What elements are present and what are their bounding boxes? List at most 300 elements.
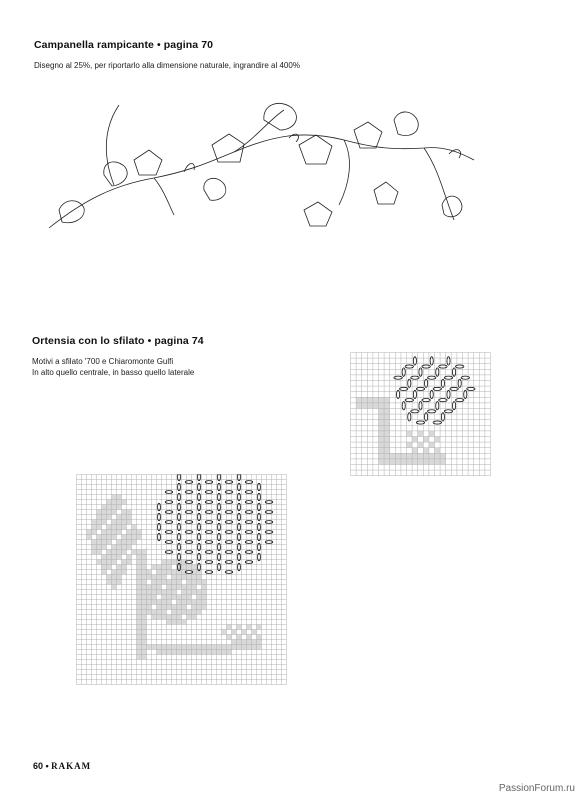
filled-cell <box>152 585 157 590</box>
filled-cell <box>423 459 429 465</box>
filled-cell <box>187 580 192 585</box>
filled-cell <box>257 625 262 630</box>
filled-cell <box>227 635 232 640</box>
filled-cell <box>112 525 117 530</box>
filled-cell <box>172 620 177 625</box>
filled-cell <box>237 625 242 630</box>
filled-cell <box>379 414 385 420</box>
filled-cell <box>187 595 192 600</box>
filled-cell <box>257 645 262 650</box>
filled-cell <box>429 431 435 437</box>
filled-cell <box>147 605 152 610</box>
filled-cell <box>182 595 187 600</box>
filled-cell <box>187 590 192 595</box>
filled-cell <box>177 570 182 575</box>
filled-cell <box>440 453 446 459</box>
filled-cell <box>137 555 142 560</box>
filled-cell <box>379 403 385 409</box>
filled-cell <box>147 585 152 590</box>
filled-cell <box>102 555 107 560</box>
filled-cell <box>227 650 232 655</box>
filled-cell <box>127 520 132 525</box>
filled-cell <box>434 459 440 465</box>
filled-cell <box>112 585 117 590</box>
filled-cell <box>107 560 112 565</box>
filled-cell <box>162 610 167 615</box>
filled-cell <box>112 550 117 555</box>
filled-cell <box>107 565 112 570</box>
filled-cell <box>92 530 97 535</box>
filled-cell <box>107 575 112 580</box>
filled-cell <box>362 397 368 403</box>
filled-cell <box>102 560 107 565</box>
filled-cell <box>152 565 157 570</box>
filled-cell <box>117 540 122 545</box>
section-description-campanella: Disegno al 25%, per riportarlo alla dimensione naturale, ingrandire al 400% <box>34 61 300 70</box>
filled-cell <box>97 545 102 550</box>
filled-cell <box>162 590 167 595</box>
filled-cell <box>122 565 127 570</box>
filled-cell <box>167 585 172 590</box>
filled-cell <box>373 397 379 403</box>
filled-cell <box>172 585 177 590</box>
filled-cell <box>187 585 192 590</box>
filled-cell <box>137 560 142 565</box>
filled-cell <box>222 645 227 650</box>
filled-cell <box>187 600 192 605</box>
description-line-1: Motivi a sfilato '700 e Chiaromonte Gulfi <box>32 357 174 366</box>
filled-cell <box>92 545 97 550</box>
filled-cell <box>167 595 172 600</box>
filled-cell <box>172 575 177 580</box>
filled-cell <box>152 580 157 585</box>
filled-cell <box>117 520 122 525</box>
filled-cell <box>92 540 97 545</box>
filled-cell <box>440 459 446 465</box>
filled-cell <box>202 595 207 600</box>
filled-cell <box>107 515 112 520</box>
filled-cell <box>247 640 252 645</box>
filled-cell <box>152 595 157 600</box>
filled-cell <box>92 550 97 555</box>
filled-cell <box>137 530 142 535</box>
filled-cell <box>117 575 122 580</box>
filled-cell <box>202 650 207 655</box>
filled-cell <box>167 605 172 610</box>
filled-cell <box>112 530 117 535</box>
filled-cell <box>112 520 117 525</box>
filled-cell <box>384 414 390 420</box>
filled-cell <box>162 615 167 620</box>
section-title-campanella: Campanella rampicante • pagina 70 <box>34 39 214 51</box>
filled-cell <box>412 453 418 459</box>
filled-cell <box>157 650 162 655</box>
filled-cell <box>102 530 107 535</box>
filled-cell <box>107 505 112 510</box>
filled-cell <box>137 630 142 635</box>
filled-cell <box>122 570 127 575</box>
filled-cell <box>429 442 435 448</box>
filled-cell <box>202 600 207 605</box>
filled-cell <box>157 590 162 595</box>
filled-cell <box>102 545 107 550</box>
filled-cell <box>157 570 162 575</box>
filled-cell <box>252 645 257 650</box>
filled-cell <box>102 570 107 575</box>
filled-cell <box>401 453 407 459</box>
filled-cell <box>192 590 197 595</box>
filled-cell <box>167 570 172 575</box>
filled-cell <box>379 408 385 414</box>
filled-cell <box>122 510 127 515</box>
filled-cell <box>379 459 385 465</box>
filled-cell <box>122 500 127 505</box>
filled-cell <box>192 565 197 570</box>
footer-separator: • <box>43 761 52 771</box>
description-line-2: In alto quello centrale, in basso quello laterale <box>32 368 195 377</box>
filled-cell <box>122 515 127 520</box>
filled-cell <box>127 515 132 520</box>
filled-cell <box>242 645 247 650</box>
filled-cell <box>384 436 390 442</box>
filled-cell <box>227 625 232 630</box>
filled-cell <box>142 655 147 660</box>
large-filet-chart <box>76 474 287 685</box>
filled-cell <box>147 570 152 575</box>
filled-cell <box>182 600 187 605</box>
filled-cell <box>142 590 147 595</box>
filled-cell <box>197 570 202 575</box>
filled-cell <box>192 580 197 585</box>
filled-cell <box>142 635 147 640</box>
filled-cell <box>407 431 413 437</box>
filled-cell <box>252 630 257 635</box>
filled-cell <box>217 650 222 655</box>
filled-cell <box>127 540 132 545</box>
filled-cell <box>429 453 435 459</box>
filled-cell <box>379 420 385 426</box>
filled-cell <box>379 425 385 431</box>
filled-cell <box>137 550 142 555</box>
filled-cell <box>182 585 187 590</box>
filled-cell <box>117 545 122 550</box>
filled-cell <box>434 448 440 454</box>
filled-cell <box>407 453 413 459</box>
filled-cell <box>167 560 172 565</box>
filled-cell <box>152 615 157 620</box>
filled-cell <box>92 525 97 530</box>
filled-cell <box>167 565 172 570</box>
filled-cell <box>172 610 177 615</box>
magazine-name: RAKAM <box>51 761 92 771</box>
filled-cell <box>192 650 197 655</box>
filled-cell <box>252 640 257 645</box>
filled-cell <box>197 650 202 655</box>
filled-cell <box>112 580 117 585</box>
filled-cell <box>142 565 147 570</box>
filled-cell <box>132 540 137 545</box>
filled-cell <box>395 459 401 465</box>
filled-cell <box>137 570 142 575</box>
filled-cell <box>142 625 147 630</box>
filled-cell <box>92 520 97 525</box>
filled-cell <box>177 575 182 580</box>
filled-cell <box>117 565 122 570</box>
filled-cell <box>401 459 407 465</box>
filled-cell <box>132 525 137 530</box>
filled-cell <box>117 495 122 500</box>
filled-cell <box>142 630 147 635</box>
filled-cell <box>137 650 142 655</box>
filled-cell <box>212 650 217 655</box>
filled-cell <box>192 615 197 620</box>
filled-cell <box>137 600 142 605</box>
filled-cell <box>384 420 390 426</box>
filled-cell <box>197 605 202 610</box>
filled-cell <box>384 408 390 414</box>
filled-cell <box>207 650 212 655</box>
filled-cell <box>142 560 147 565</box>
filled-cell <box>132 550 137 555</box>
filled-cell <box>197 610 202 615</box>
filled-cell <box>192 645 197 650</box>
filled-cell <box>142 550 147 555</box>
filled-cell <box>137 620 142 625</box>
filled-cell <box>237 640 242 645</box>
filled-cell <box>177 605 182 610</box>
filled-cell <box>182 560 187 565</box>
filled-cell <box>102 535 107 540</box>
filled-cell <box>367 403 373 409</box>
filled-cell <box>167 650 172 655</box>
filled-cell <box>373 403 379 409</box>
filled-cell <box>212 645 217 650</box>
filled-cell <box>384 425 390 431</box>
filled-cell <box>137 615 142 620</box>
filled-cell <box>112 545 117 550</box>
filled-cell <box>395 453 401 459</box>
filled-cell <box>379 436 385 442</box>
filled-cell <box>356 403 362 409</box>
filled-cell <box>102 565 107 570</box>
filled-cell <box>222 650 227 655</box>
filled-cell <box>162 595 167 600</box>
filled-cell <box>152 575 157 580</box>
filled-cell <box>167 620 172 625</box>
filled-cell <box>187 645 192 650</box>
filled-cell <box>162 560 167 565</box>
filled-cell <box>177 580 182 585</box>
filled-cell <box>182 650 187 655</box>
filled-cell <box>247 625 252 630</box>
filled-cell <box>152 645 157 650</box>
filled-cell <box>162 645 167 650</box>
filled-cell <box>187 575 192 580</box>
filled-cell <box>157 575 162 580</box>
filled-cell <box>137 595 142 600</box>
filled-cell <box>379 397 385 403</box>
filled-cell <box>107 525 112 530</box>
filled-cell <box>384 453 390 459</box>
filled-cell <box>167 615 172 620</box>
filled-cell <box>247 645 252 650</box>
filled-cell <box>362 403 368 409</box>
filled-cell <box>137 580 142 585</box>
filled-cell <box>232 630 237 635</box>
filled-cell <box>202 590 207 595</box>
filled-cell <box>142 600 147 605</box>
filled-cell <box>107 535 112 540</box>
filled-cell <box>97 550 102 555</box>
filled-cell <box>162 565 167 570</box>
filled-cell <box>187 650 192 655</box>
filled-cell <box>434 436 440 442</box>
section-description-ortensia <box>32 356 252 378</box>
filled-cell <box>112 535 117 540</box>
filled-cell <box>182 610 187 615</box>
filled-cell <box>177 610 182 615</box>
filled-cell <box>157 600 162 605</box>
filled-cell <box>117 515 122 520</box>
filled-cell <box>232 640 237 645</box>
filled-cell <box>107 555 112 560</box>
filled-cell <box>157 580 162 585</box>
filled-cell <box>237 645 242 650</box>
filled-cell <box>142 575 147 580</box>
filled-cell <box>237 635 242 640</box>
filled-cell <box>147 645 152 650</box>
filled-cell <box>172 645 177 650</box>
filled-cell <box>172 580 177 585</box>
filled-cell <box>157 565 162 570</box>
filled-cell <box>137 640 142 645</box>
filled-cell <box>112 505 117 510</box>
filled-cell <box>107 500 112 505</box>
filled-cell <box>117 525 122 530</box>
filled-cell <box>97 515 102 520</box>
filled-cell <box>412 459 418 465</box>
filled-cell <box>172 560 177 565</box>
filled-cell <box>157 610 162 615</box>
section-title-ortensia: Ortensia con lo sfilato • pagina 74 <box>32 335 204 347</box>
filled-cell <box>167 580 172 585</box>
filled-cell <box>117 570 122 575</box>
filled-cell <box>418 453 424 459</box>
filled-cell <box>107 530 112 535</box>
filled-cell <box>97 540 102 545</box>
filled-cell <box>202 605 207 610</box>
filled-cell <box>157 585 162 590</box>
filled-cell <box>177 650 182 655</box>
filled-cell <box>182 570 187 575</box>
filled-cell <box>122 560 127 565</box>
filled-cell <box>137 635 142 640</box>
filled-cell <box>122 525 127 530</box>
filled-cell <box>167 600 172 605</box>
filled-cell <box>407 442 413 448</box>
filled-cell <box>172 590 177 595</box>
filled-cell <box>117 580 122 585</box>
filled-cell <box>177 600 182 605</box>
filled-cell <box>142 640 147 645</box>
filled-cell <box>418 459 424 465</box>
filled-cell <box>217 645 222 650</box>
filled-cell <box>97 510 102 515</box>
filled-cell <box>429 459 435 465</box>
filled-cell <box>367 397 373 403</box>
filled-cell <box>187 610 192 615</box>
filled-cell <box>197 645 202 650</box>
filled-cell <box>177 560 182 565</box>
filled-cell <box>162 575 167 580</box>
filled-cell <box>112 560 117 565</box>
filled-cell <box>257 640 262 645</box>
filled-cell <box>192 575 197 580</box>
filled-cell <box>147 590 152 595</box>
filled-cell <box>107 510 112 515</box>
filled-cell <box>182 605 187 610</box>
filled-cell <box>137 585 142 590</box>
filled-cell <box>197 590 202 595</box>
filled-cell <box>142 555 147 560</box>
filled-cell <box>87 530 92 535</box>
filled-cell <box>97 535 102 540</box>
filled-cell <box>162 570 167 575</box>
filled-cell <box>390 453 396 459</box>
filled-cell <box>137 655 142 660</box>
filled-cell <box>202 580 207 585</box>
filled-cell <box>227 645 232 650</box>
filled-cell <box>202 585 207 590</box>
filled-cell <box>192 600 197 605</box>
filled-cell <box>197 600 202 605</box>
filled-cell <box>177 620 182 625</box>
filled-cell <box>147 600 152 605</box>
filled-cell <box>102 540 107 545</box>
filled-cell <box>172 615 177 620</box>
filled-cell <box>147 595 152 600</box>
filled-cell <box>162 580 167 585</box>
filled-cell <box>117 550 122 555</box>
page-footer <box>33 761 91 771</box>
watermark: PassionForum.ru <box>498 783 575 794</box>
filled-cell <box>142 580 147 585</box>
filled-cell <box>107 580 112 585</box>
filled-cell <box>202 645 207 650</box>
filled-cell <box>147 575 152 580</box>
filled-cell <box>142 615 147 620</box>
filled-cell <box>142 595 147 600</box>
filled-cell <box>147 610 152 615</box>
filled-cell <box>412 448 418 454</box>
filled-cell <box>97 560 102 565</box>
filled-cell <box>152 590 157 595</box>
filled-cell <box>177 645 182 650</box>
filled-cell <box>423 448 429 454</box>
filled-cell <box>407 459 413 465</box>
filled-cell <box>197 575 202 580</box>
filled-cell <box>137 535 142 540</box>
filled-cell <box>132 530 137 535</box>
filled-cell <box>112 570 117 575</box>
filled-cell <box>182 645 187 650</box>
filled-cell <box>142 605 147 610</box>
filled-cell <box>257 635 262 640</box>
filled-cell <box>142 620 147 625</box>
filled-cell <box>187 615 192 620</box>
filled-cell <box>222 630 227 635</box>
filled-cell <box>182 620 187 625</box>
